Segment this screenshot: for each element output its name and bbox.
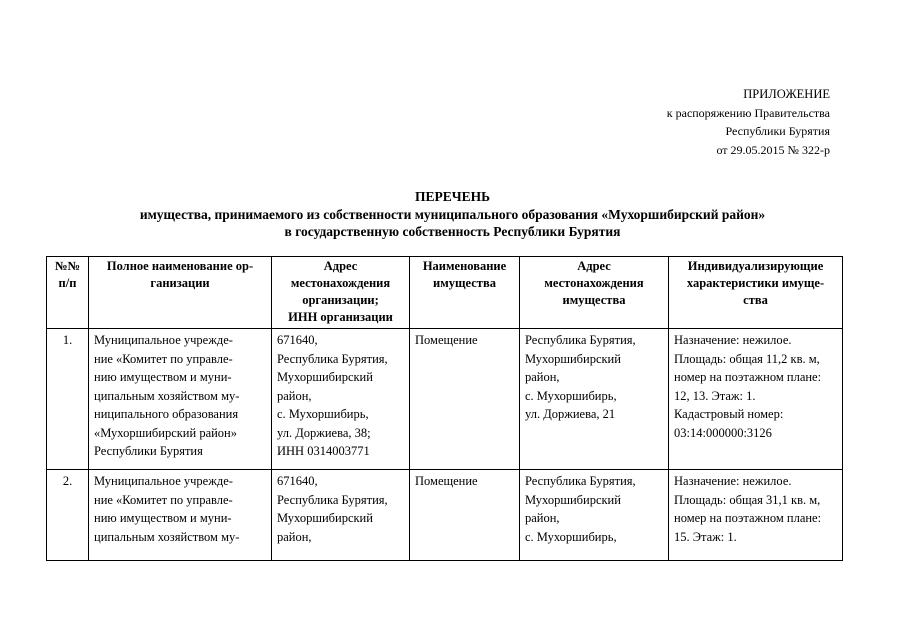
cell-property-name: Помещение <box>410 470 520 561</box>
header-property-address: Адрес местонахождения имущества <box>520 257 669 329</box>
cell-characteristics: Назначение: нежилое. Площадь: общая 31,1 кв. м, номер на поэтажном плане: 15. Этаж: 1. <box>669 470 843 561</box>
cell-organization: Муниципальное учрежде- ние «Комитет по управле- нию имуществом и муни- ципальным хозяйством му- ниципального образования «Мухоршибирский район» Республики Бурятия <box>89 329 272 470</box>
header-property-name: Наименование имущества <box>410 257 520 329</box>
cell-organization-address: 671640, Республика Бурятия, Мухоршибирский район, с. Мухоршибирь, ул. Доржиева, 38; ИНН 0314003771 <box>272 329 410 470</box>
cell-organization-address: 671640, Республика Бурятия, Мухоршибирский район, <box>272 470 410 561</box>
header-characteristics: Индивидуализирующие характеристики имуще- ства <box>669 257 843 329</box>
table-header-row <box>47 257 843 329</box>
title-main: ПЕРЕЧЕНЬ <box>414 189 491 204</box>
title-line: имущества, принимаемого из собственности муниципального образования «Мухоршибирский район» <box>139 206 766 222</box>
appendix-line: Республики Бурятия <box>725 124 830 138</box>
header-organization: Полное наименование ор- ганизации <box>89 257 272 329</box>
appendix-heading: ПРИЛОЖЕНИЕ <box>743 87 830 101</box>
cell-characteristics: Назначение: нежилое. Площадь: общая 11,2 кв. м, номер на поэтажном плане: 12, 13. Этаж: 1. Кадастровый номер: 03:14:000000:3126 <box>669 329 843 470</box>
appendix-line: к распоряжению Правительства <box>666 105 830 120</box>
cell-property-address: Республика Бурятия, Мухоршибирский район, с. Мухоршибирь, <box>520 470 669 561</box>
table-row <box>47 329 843 470</box>
title-line: в государственную собственность Республики Бурятия <box>284 224 621 239</box>
cell-property-address: Республика Бурятия, Мухоршибирский район, с. Мухоршибирь, ул. Доржиева, 21 <box>520 329 669 470</box>
document-title <box>0 188 905 241</box>
header-number: №№ п/п <box>47 257 89 329</box>
appendix-date-number: от 29.05.2015 № 322-р <box>716 142 830 157</box>
cell-number: 1. <box>47 329 89 470</box>
table-row <box>47 470 843 561</box>
cell-property-name: Помещение <box>410 329 520 470</box>
cell-number: 2. <box>47 470 89 561</box>
appendix-block <box>667 85 830 159</box>
property-table <box>46 256 843 561</box>
cell-organization: Муниципальное учрежде- ние «Комитет по управле- нию имуществом и муни- ципальным хозяйством му- <box>89 470 272 561</box>
header-organization-address: Адрес местонахождения организации; ИНН организации <box>272 257 410 329</box>
